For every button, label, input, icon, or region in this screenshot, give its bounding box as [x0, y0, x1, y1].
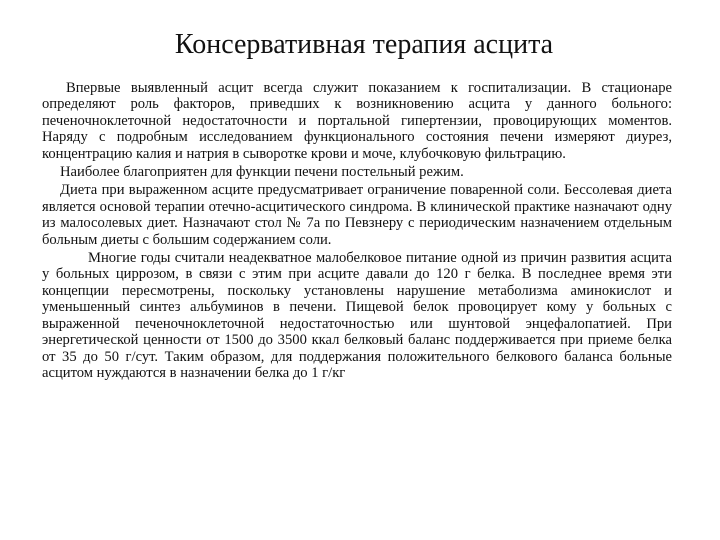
slide-body — [42, 80, 672, 381]
paragraph-bed-rest: Наиболее благоприятен для функции печени постельный режим. — [60, 164, 464, 181]
paragraph-diet: Диета при выраженном асците предусматривает ограничение поваренной соли. Бессолевая диета является основой терапии отечно-асцитического синдрома. В клинической практике назначают одну из малосолевых диет. Назначают стол № 7а по Певзнеру с периодическим назначением отдельным больным диеты с большим содержанием соли. — [42, 182, 672, 248]
paragraph-protein: Многие годы считали неадекватное малобелковое питание одной из причин развития асцита у больных циррозом, в связи с этим при асците давали до 120 г белка. В последнее время эти концепции пересмотрены, поскольку установлены нарушение метаболизма аминокислот и уменьшенный синтез альбуминов в печени. Пищевой белок провоцирует кому у больных с выраженной печеночноклеточной недостаточностью или шунтовой энцефалопатией. При энергетической ценности от 1500 до 3500 ккал белковый баланс поддерживается при приеме белка от 35 до 50 г/сут. Таким образом, для поддержания положительного белкового баланса больные асцитом нуждаются в назначении белка до 1 г/кг — [42, 250, 672, 381]
paragraph-hospitalization: Впервые выявленный асцит всегда служит показанием к госпитализации. В стационаре определяют роль факторов, приведших к возникновению асцита у данного больного: печеночноклеточной недостаточности и портальной гипертензии, провоцирующих моментов. Наряду с подробным исследованием функционального состояния печени измеряют диурез, концентрацию калия и натрия в сыворотке крови и моче, клубочковую фильтрацию. — [42, 80, 672, 162]
slide-title: Консервативная терапия асцита — [174, 29, 554, 60]
